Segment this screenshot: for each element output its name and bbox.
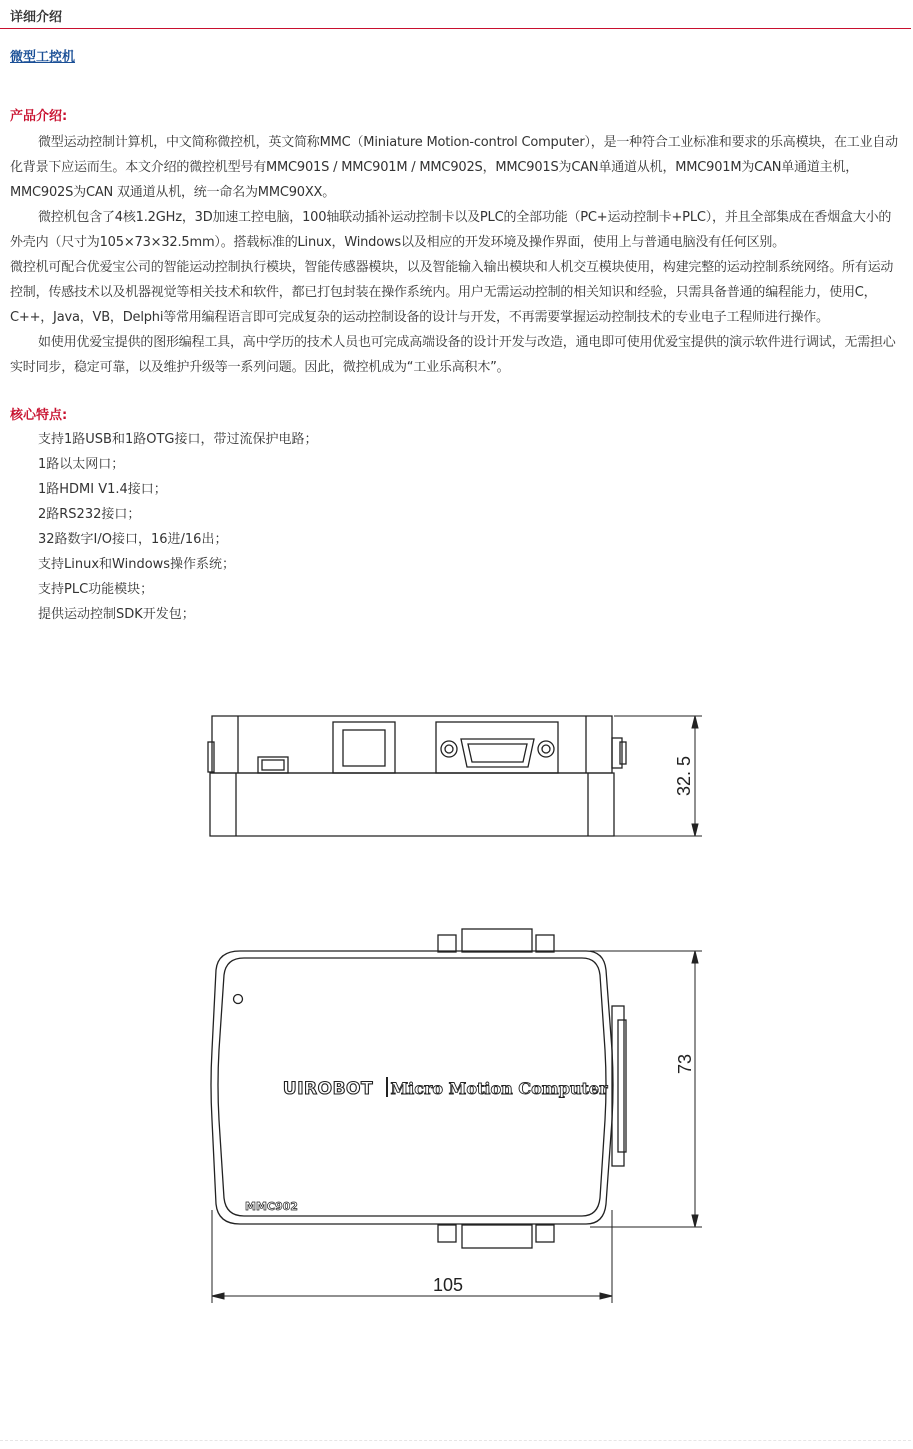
model-label: MMC902 bbox=[245, 1200, 298, 1213]
intro-paragraph-4: 如使用优爱宝提供的图形编程工具，高中学历的技术人员也可完成高端设备的设计开发与改造，通电即可使用优爱宝提供的演示软件进行调试，无需担心实时同步，稳定可靠，以及维护升级等一系列问题。因此，微控机成为“工业乐高积木”。 bbox=[10, 335, 896, 375]
detail-header bbox=[0, 0, 911, 29]
feature-item: 1路以太网口； bbox=[38, 457, 125, 472]
width-dimension bbox=[212, 1210, 612, 1303]
intro-heading: 产品介绍: bbox=[10, 109, 68, 124]
feature-item: 提供运动控制SDK开发包； bbox=[38, 607, 195, 622]
footer-divider bbox=[0, 1440, 911, 1441]
brand-logo: UIROBOT bbox=[282, 1079, 374, 1099]
detail-header-title: 详细介绍 bbox=[10, 10, 63, 25]
depth-dimension bbox=[590, 951, 702, 1227]
feature-item: 32路数字I/O接口，16进/16出； bbox=[38, 532, 228, 547]
feature-item: 2路RS232接口； bbox=[38, 507, 141, 522]
feature-item: 支持1路USB和1路OTG接口，带过流保护电路； bbox=[38, 432, 318, 447]
intro-paragraph-1: 微型运动控制计算机，中文简称微控机，英文简称MMC（Miniature Motion-control Computer），是一种符合工业标准和要求的乐高模块，在工业自动化背景下应运而生。本文介绍的微控机型号有MMC901S / MMC901M / MMC902S，MMC901S为CAN单通道从机，MMC901M为CAN单通道主机，MMC902S为CAN 双通道从机，统一命名为MMC90XX。 bbox=[10, 135, 898, 200]
height-dimension bbox=[614, 716, 702, 836]
feature-item: 1路HDMI V1.4接口； bbox=[38, 482, 167, 497]
features-heading: 核心特点: bbox=[10, 408, 68, 423]
product-name-label: Micro Motion Computer bbox=[390, 1079, 608, 1098]
feature-list bbox=[10, 427, 900, 627]
product-description bbox=[10, 46, 900, 627]
side-view-drawing bbox=[208, 716, 626, 836]
intro-paragraph-2: 微控机包含了4核1.2GHz，3D加速工控电脑，100轴联动插补运动控制卡以及PLC的全部功能（PC+运动控制卡+PLC），并且全部集成在香烟盒大小的外壳内（尺寸为105×73×32.5mm）。搭载标准的Linux，Windows以及相应的开发环境及操作界面，使用上与普通电脑没有任何区别。 bbox=[10, 210, 892, 250]
top-view-drawing bbox=[211, 929, 626, 1248]
width-dimension-label: 105 bbox=[432, 1275, 464, 1295]
product-link[interactable]: 微型工控机 bbox=[10, 50, 76, 65]
feature-item: 支持Linux和Windows操作系统； bbox=[38, 557, 236, 572]
depth-dimension-label: 73 bbox=[675, 1053, 695, 1075]
height-dimension-label: 32. 5 bbox=[674, 755, 694, 797]
feature-item: 支持PLC功能模块； bbox=[38, 582, 154, 597]
intro-paragraph-3: 微控机可配合优爱宝公司的智能运动控制执行模块，智能传感器模块，以及智能输入输出模块和人机交互模块使用，构建完整的运动控制系统网络。所有运动控制，传感技术以及机器视觉等相关技术和软件，都已打包封装在操作系统内。用户无需运动控制的相关知识和经验，只需具备普通的编程能力，使用C，C++，Java，VB，Delphi等常用编程语言即可完成复杂的运动控制设备的设计与开发，不再需要掌握运动控制技术的专业电子工程师进行操作。 bbox=[10, 260, 894, 325]
